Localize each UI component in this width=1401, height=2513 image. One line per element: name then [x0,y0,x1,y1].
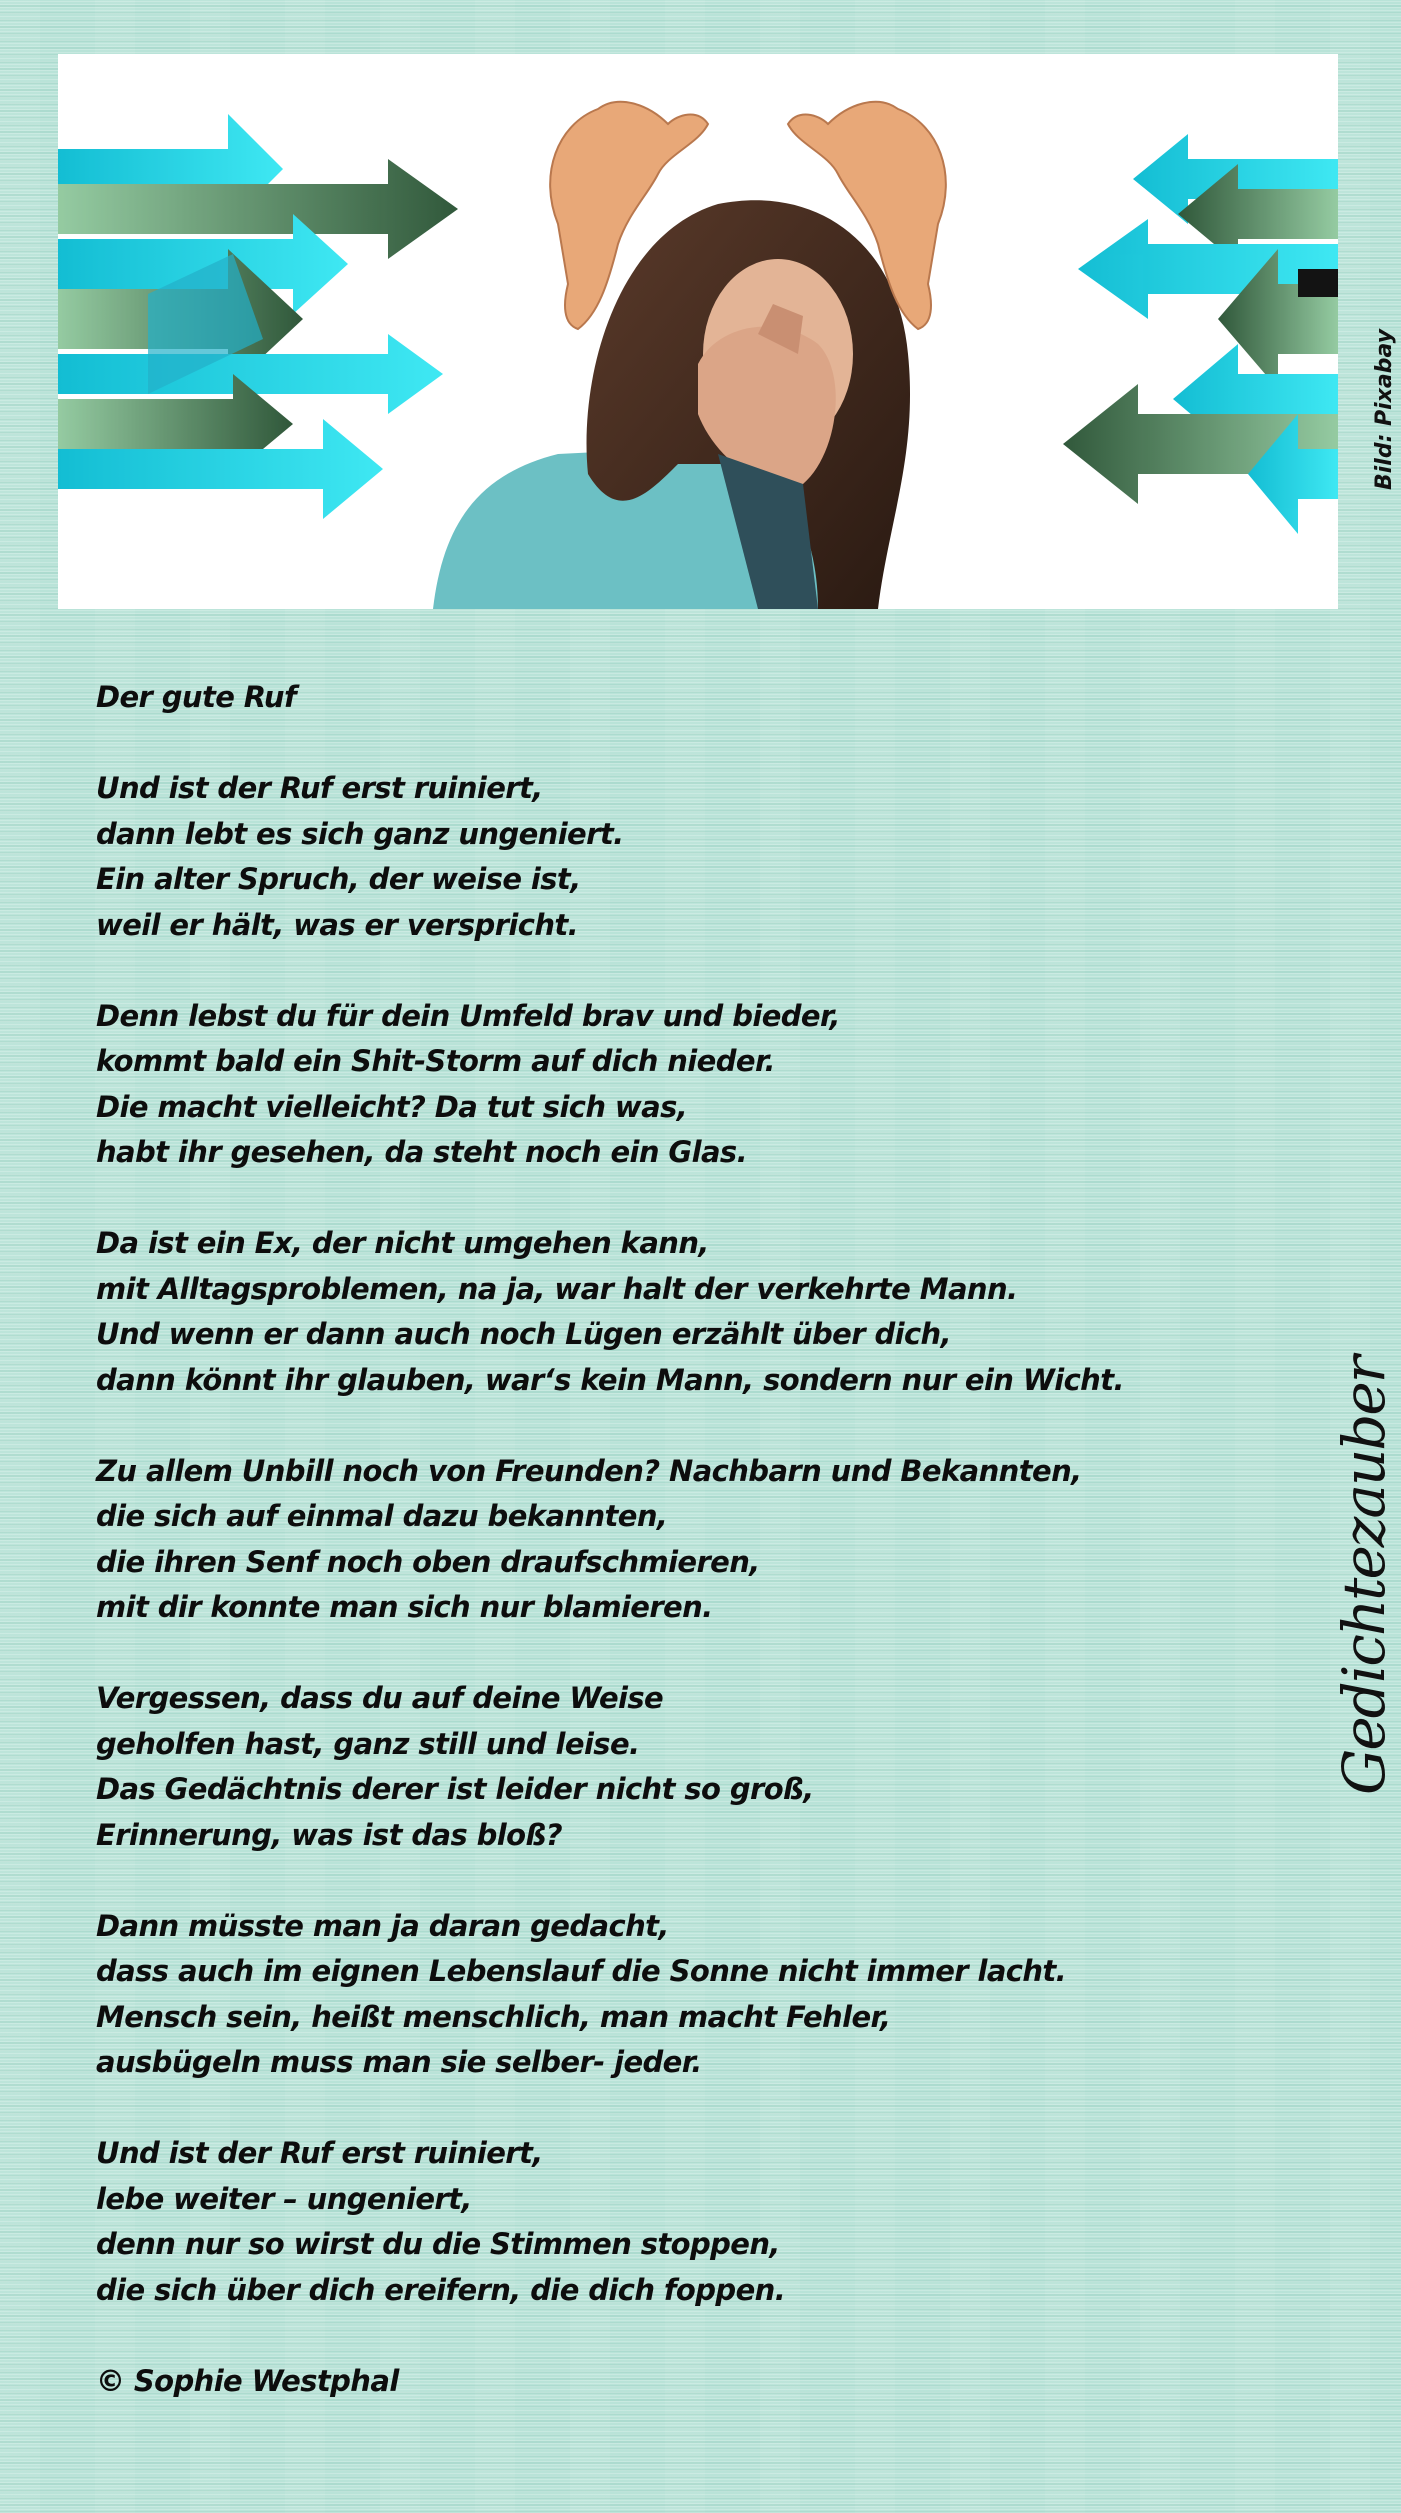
poem-line: habt ihr gesehen, da steht noch ein Glas. [96,1135,748,1169]
poem-line: kommt bald ein Shit-Storm auf dich nieder. [96,1044,775,1078]
poem-line: geholfen hast, ganz still und leise. [96,1726,640,1761]
header-illustration [58,54,1338,609]
poem-line: Und wenn er dann auch noch Lügen erzählt über dich, [96,1317,952,1351]
image-credit: Bild: Pixabay [1372,328,1397,490]
poem-line: die ihren Senf noch oben draufschmieren, [96,1544,760,1579]
poem-line: weil er hält, was er verspricht. [96,907,579,942]
poem-title: Der gute Ruf [96,680,296,714]
poem-line: dann könnt ihr glauben, war‘s kein Mann, sondern nur ein Wicht. [96,1362,1124,1397]
poem-line: Vergessen, dass du auf deine Weise [96,1681,664,1715]
poem-line: dass auch im eignen Lebenslauf die Sonne nicht immer lacht. [96,1954,1067,1988]
header-image [58,54,1338,609]
arrow-icons-left [58,114,458,519]
poem-line: mit Alltagsproblemen, na ja, war halt der verkehrte Mann. [96,1271,1018,1306]
poem-line: Denn lebst du für dein Umfeld brav und bieder, [96,998,840,1033]
signature: Gedichtezauber [1330,1357,1398,1795]
poem-line: die sich über dich ereifern, die dich foppen. [96,2272,786,2307]
poem-line: Und ist der Ruf erst ruiniert, [96,2136,543,2170]
poem-author: © Sophie Westphal [96,2363,399,2398]
poem-line: Das Gedächtnis derer ist leider nicht so groß, [96,1772,814,1806]
poem-line: ausbügeln muss man sie selber- jeder. [96,2045,702,2079]
poem-line: Erinnerung, was ist das bloß? [96,1817,562,1852]
poem-line: Und ist der Ruf erst ruiniert, [96,771,543,805]
poem-line: die sich auf einmal dazu bekannten, [96,1499,668,1533]
poem-line: Zu allem Unbill noch von Freunden? Nachbarn und Bekannten, [96,1453,1082,1488]
woman-figure [433,200,910,609]
poem-line: Die macht vielleicht? Da tut sich was, [96,1089,688,1124]
poem-line: Ein alter Spruch, der weise ist, [96,862,581,896]
poem-line: Da ist ein Ex, der nicht umgehen kann, [96,1226,709,1260]
poem-line: dann lebt es sich ganz ungeniert. [96,816,624,851]
poem-line: Dann müsste man ja daran gedacht, [96,1908,669,1943]
poem-line: mit dir konnte man sich nur blamieren. [96,1590,713,1624]
poem-line: denn nur so wirst du die Stimmen stoppen, [96,2227,780,2261]
arrow-icons-right [1063,134,1338,534]
poem [96,675,1196,2404]
poem-line: lebe weiter – ungeniert, [96,2181,472,2216]
poem-line: Mensch sein, heißt menschlich, man macht Fehler, [96,1999,891,2034]
